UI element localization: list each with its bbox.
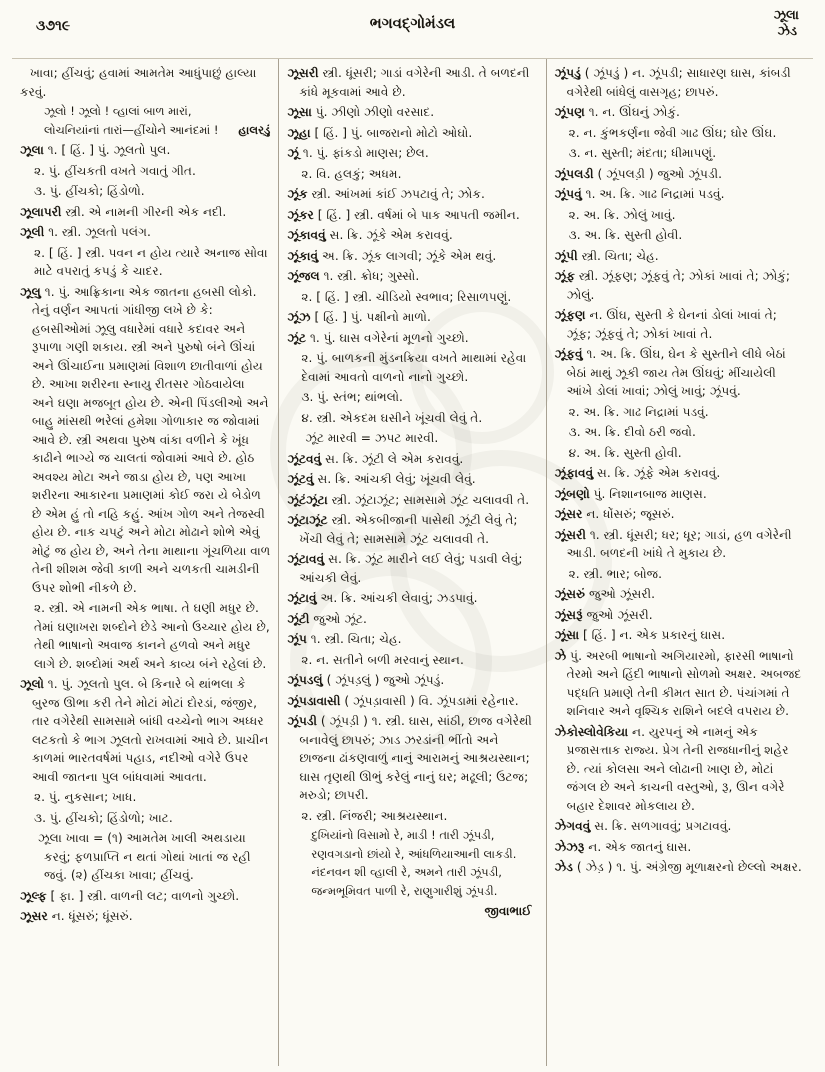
headword: ઝૂંસરૂં: [554, 607, 583, 622]
page-title: ભગવદ્ગોમંડલ: [369, 14, 456, 32]
dictionary-entry: ઝૂલાપરી સ્ત્રી. એ નામની ગીરની એક નદી.: [20, 204, 227, 219]
dictionary-entry: ઝૂલ્ફ [ ફા. ] સ્ત્રી. વાળની લટ; વાળનો ગુચ્છો.: [20, 888, 240, 903]
dictionary-entry: ઝૂંટવવું સ. ક્રિ. ઝૂંટી લે એમ કરાવવું.: [287, 451, 464, 466]
dictionary-entry: ઝૂલુ ૧. પું. આફ્રિકાના એક જાતના હબસી લોકો. તેનું વર્ણન આપતાં ગાંધીજી લખે છે કે: હબસીઓમાં ઝૂલુ વધારેમાં વધારે કદાવર અને રૂપાળા ગણી શકાય. સ્ત્રી અને પુરુષો બંને ઊંચાં અને ઊંચાઈના પ્રમાણમાં વિશાળ છાતીવાળાં હોય છે. આખા શરીરના સ્નાયુ રીતસર ગોઠવાયેલા અને ઘણા મજબૂત હોય છે. એની પિંડલીઓ અને બાહુ માંસથી ભરેલાં હમેશા ગોળાકાર જ જોવામાં આવે છે. સ્ત્રી અથવા પુરુષ વાંકા વળીને કે ખૂંધ કાઢીને ભાગ્યે જ ચાલતાં જોવામાં આવે છે. હોઠ અવશ્ય મોટા અને જાડા હોય છે, પણ આખા શરીરના આકારના પ્રમાણમાં કોઈ જરા યે બેડોળ છે એમ હું તો નહિ કહું. આંખ ગોળ અને તેજસ્વી હોય છે. નાક ચપટું અને મોટા મોઢાને શોભે એવું મોટું જ હોય છે, અને તેના માથાના ગૂંચળિયા વાળ તેની શીશમ જેવી કાળી અને ચળકતી ચામડીની ઉપર શોભી નીકળે છે.: [20, 284, 271, 595]
sense-line: ૨. [ હિં. ] સ્ત્રી. ચીડિયો સ્વભાવ; રિસાળપણું.: [301, 289, 512, 304]
dictionary-entry: ઝૂંસરી ૧. સ્ત્રી. ધૂંસરી; ધર; ધૂર; ગાડાં, હળ વગેરેની આડી. બળદની ખાંધે તે મુકાય છે.: [554, 527, 792, 560]
dictionary-entry: ઝૂંપવું ૧. અ. ક્રિ. ગાઢ નિદ્રામાં પડવું.: [554, 187, 725, 201]
headword: ઝૂંફણ: [554, 308, 586, 322]
dictionary-entry: ઝૂંપલડી ( ઝૂંપલડ઼ી ) જુઓ ઝૂંપડી.: [554, 166, 723, 181]
idiom-line: ઝૂંટ મારવી = ઝપટ મારવી.: [305, 431, 439, 445]
headword: ઝૂંટાવવું: [287, 552, 325, 566]
dictionary-entry: ઝૂંસરૂં જુઓ ઝૂંસરી.: [554, 607, 653, 622]
poem-line: જન્મભૂમિવત પાળી રે, રાણુગારીશું ઝૂંપડી.: [311, 883, 498, 898]
headword: ઝેગવવું: [554, 819, 591, 833]
poem-attribution: હાલરડું: [238, 122, 271, 137]
headword: ઝૂંપડી: [287, 714, 318, 728]
dictionary-entry: ઝૂંટી જુઓ ઝૂંટ.: [287, 611, 367, 626]
dictionary-entry: ઝૂંફ સ્ત્રી. ઝૂંફણ; ઝૂંફવું તે; ઝોકાં ખાવાં તે; ઝોકું; ઝોલું.: [554, 269, 790, 302]
dictionary-entry: ઝૂસરી સ્ત્રી. ધૂંસરી; ગાડાં વગેરેની આડી. તે બળદની કાંધે મૂકવામાં આવે છે.: [287, 66, 530, 99]
headword: ઝૂંક: [287, 187, 308, 201]
dictionary-entry: ઝૂંટાઝૂંટ સ્ત્રી. એકબીજાની પાસેથી ઝૂંટી લેવું તે; ખેંચી લેવું તે; સામસામે ઝૂંટ ચલાવવી તે.: [287, 513, 518, 546]
headword: ઝેડ: [554, 860, 573, 874]
dictionary-entry: ઝૂલી ૧. સ્ત્રી. ઝૂલતો પલંગ.: [20, 225, 151, 239]
headword: ઝૂંટવું: [287, 472, 314, 486]
dictionary-entry: ઝૂંટાવવું સ. ક્રિ. ઝૂંટ મારીને લઈ લેવું; પડાવી લેવું; આંચકી લેવું.: [287, 552, 523, 585]
headword: ઝે: [554, 648, 567, 663]
headword: ઝૂંકાવું: [287, 248, 319, 263]
headword: ઝૂંસરી: [554, 527, 586, 542]
sense-line: ૨. પું. નુકસાન; ખાધ.: [34, 790, 137, 804]
headword: ઝૂંટવવું: [287, 451, 322, 466]
headword: ઝૂંપણ: [554, 105, 585, 119]
sense-line: ૨. અ. ક્રિ. ઝોલું ખાવું.: [568, 207, 676, 222]
headword: ઝૂંફાવવું: [554, 466, 594, 480]
sense-line: ૩. પું. હીંચકો; હિંડોળો.: [34, 184, 145, 198]
headword: ઝૂલા: [20, 143, 44, 157]
dictionary-entry: ઝૂંટંઝૂંટા સ્ત્રી. ઝૂંટાઝૂંટ; સામસામે ઝૂંટ ચલાવવી તે.: [287, 492, 530, 507]
sense-line: ૩. પું. હીંચકો; હિંડોળો; ખાટ.: [34, 810, 173, 825]
dictionary-entry: ઝૂંક સ્ત્રી. આંખમાં કાંઈ ઝપટાવું તે; ઝોક.: [287, 187, 485, 201]
headword: ઝૂલ્ફ: [20, 888, 47, 903]
headword: ઝૂંટાવું: [287, 591, 317, 605]
headword: ઝૂંટંઝૂંટા: [287, 492, 328, 507]
headword: ઝૂલાપરી: [20, 204, 62, 219]
dictionary-entry: ઝૂંબણો પું. નિશાનબાજ માણસ.: [554, 486, 707, 501]
page-header: [0, 4, 825, 56]
headword: ઝૂંસરું: [554, 587, 586, 601]
dictionary-entry: ઝૂંસા [ હિં. ] ન. એક પ્રકારનું ઘાસ.: [554, 628, 726, 642]
dictionary-entry: ઝે પું. અરબી ભાષાનો અગિયારમો, ફારસી ભાષાનો તેરમો અને હિંદી ભાષાનો સોળમો અક્ષર. અબજદ પદ્ધતિ પ્રમાણે તેની કીમત સાત છે. પંચાંગમાં તે શનિવાર અને વૃશ્ચિક રાશિને બદલે વપરાય છે.: [554, 648, 802, 718]
poem-line: રણવગડાનો છાંયો રે, આંધળિયાઆની લાકડી.: [311, 846, 517, 861]
sense-line: ૩. અ. ક્રિ. સુસ્તી હોવી.: [568, 228, 683, 242]
dictionary-entry: ઝૂંફાવવું સ. ક્રિ. ઝૂંફે એમ કરાવવું.: [554, 466, 721, 480]
headword: ઝૂંજલ: [287, 269, 320, 283]
headword: ઝૂંપવું: [554, 187, 582, 201]
headword: ઝૂંપલડી: [554, 166, 594, 181]
headword: ઝૂંટી: [287, 611, 310, 626]
dictionary-entry: ઝૂહા [ હિં. ] પું. બાજરાનો મોટો ઓઘો.: [287, 125, 473, 140]
dictionary-entry: ઝૂંપડાવાસી ( ઝૂંપડ઼ાવાસી ) વિ. ઝૂંપડામાં રહેનાર.: [287, 693, 519, 708]
dictionary-entry: ઝેગવવું સ. ક્રિ. સળગાવવું; પ્રગટાવવું.: [554, 819, 732, 833]
dictionary-entry: ઝૂંટ ૧. પું. ઘાસ વગેરેનાં મૂળનો ગુચ્છો.: [287, 330, 469, 345]
dictionary-entry: ઝૂંપડલું ( ઝૂંપડ઼લું ) જુઓ ઝૂંપડું.: [287, 673, 445, 687]
sense-line: ૨. પું. બાળકની મુંડનક્રિયા વખતે માથામાં રહેવા દેવામાં આવતો વાળનો નાનો ગુચ્છો.: [301, 351, 527, 384]
dictionary-entry: ઝૂલા ૧. [ હિં. ] પું. ઝૂલતો પુલ.: [20, 143, 171, 157]
column-2: [278, 59, 545, 1066]
sense-line: ૩. અ. ક્રિ. દીવો ઠરી જવો.: [568, 425, 696, 439]
continuation-text: ખાવા; હીંચવું; હવામાં આમતેમ આધુંપાછું હાલ્યા કરવું.: [20, 66, 257, 99]
headword: ઝૂંકાવવું: [287, 228, 326, 242]
headword: ઝૂંપ: [287, 632, 307, 646]
dictionary-entry: ઝૂં ૧. પું. ફાંકડો માણસ; છેલ.: [287, 146, 429, 160]
dictionary-entry: ઝૂંકર [ હિં. ] સ્ત્રી. વર્ષમાં બે પાક આપતી જમીન.: [287, 207, 520, 222]
headword: ઝૂંબણો: [554, 486, 590, 501]
headword: ઝૂંફવું: [554, 347, 583, 361]
dictionary-entry: ઝૂંટાવું અ. ક્રિ. આંચકી લેવાવું; ઝડપાવું.: [287, 591, 478, 605]
headword: ઝૂંપી: [554, 248, 578, 263]
headword: ઝૂં: [287, 146, 299, 160]
column-1: [12, 59, 278, 1066]
dictionary-entry: ઝેઝરૂ ન. એક જાતનું ઘાસ.: [554, 839, 692, 854]
sense-line: ૨. ન. સતીને બળી મરવાનું સ્થાન.: [301, 652, 464, 667]
dictionary-entry: ઝૂંકાવું અ. ક્રિ. ઝૂંક લાગવી; ઝૂંકે એમ થવું.: [287, 248, 497, 263]
headword: ઝૂંપડલું: [287, 673, 323, 687]
poem-line: ઝૂલો ! ઝૂલો ! વ્હાલાં બાળ મારાં,: [44, 104, 192, 118]
headword: ઝૂલો: [20, 677, 44, 691]
guide-word-first: ઝૂલા: [773, 8, 799, 23]
headword: ઝૂંકર: [287, 207, 314, 222]
page-number: ૩૭૧૯: [36, 18, 71, 34]
sense-line: ૨. સ્ત્રી. નિંજરી; આશ્રયસ્થાન.: [301, 808, 448, 823]
dictionary-entry: ઝૂંપડું ( ઝૂંપડ઼ું ) ન. ઝૂંપડી; સાધારણ ઘાસ, કાંબડી વગેરેથી બાંધેલું વાસગૃહ; છાપરું.: [554, 66, 791, 99]
dictionary-entry: ઝૂંકાવવું સ. ક્રિ. ઝૂંકે એમ કરાવવું.: [287, 228, 453, 242]
headword: ઝૂસરી: [287, 66, 319, 80]
dictionary-entry: ઝૂંપડી ( ઝૂંપડ઼ી ) ૧. સ્ત્રી. ઘાસ, સાંઠી, છાજ વગેરેથી બનાવેલું છાપરું; ઝાડ ઝરડાંની ભીંતો અને છાજના ઢાંકણવાળું નાનું આરામનું આશ્રયસ્થાન; ઘાસ તૃણથી ઊભું કરેલું નાનું ઘર; મઢૂલી; ઉટજ; મરુડો; છાપરી.: [287, 714, 532, 802]
poem-line: હાલરડું લોચનિયાંનાં તારાં—હીંચોને આનંદમાં !: [20, 122, 270, 140]
sense-line: ૩. પું. સ્તંભ; થાંભલો.: [301, 390, 403, 404]
dictionary-entry: ઝૂંપણ ૧. ન. ઊંઘનું ઝોકું.: [554, 105, 680, 119]
dictionary-entry: ઝૂંપી સ્ત્રી. ચિતા; ચેહ.: [554, 248, 659, 263]
headword: ઝૂંટ: [287, 330, 307, 345]
idiom-line: ઝૂલા ખાવા = (૧) આમતેમ ખાલી અથડાયા કરવું; ફળપ્રાપ્તિ ન થતાં ગોથાં ખાતાં જ રહી જવું. (૨) હીંચકા ખાવા; હીંચવું.: [38, 831, 251, 882]
headword: ઝૂંપડાવાસી: [287, 693, 341, 708]
headword: ઝૂહા: [287, 125, 311, 140]
dictionary-entry: ઝૂંજલ ૧. સ્ત્રી. ક્રોધ; ગુસ્સો.: [287, 269, 420, 283]
sense-line: ૨. વિ. હલકું; અધમ.: [301, 166, 402, 181]
guide-word-last: ઝેડ: [777, 24, 797, 39]
dictionary-entry: ઝૂંસરું જુઓ ઝૂંસરી.: [554, 587, 656, 601]
sense-line: ૨. પું. હીંચકતી વખતે ગવાતું ગીત.: [34, 163, 196, 178]
headword: ઝૂંટાઝૂંટ: [287, 513, 328, 527]
guide-words: [774, 8, 799, 40]
dictionary-entry: ઝૂંઝ [ હિં. ] પું. પક્ષીનો માળો.: [287, 310, 431, 324]
sense-line: ૪. અ. ક્રિ. સુસ્તી હોવી.: [568, 445, 682, 460]
dictionary-entry: ઝેકોસ્લોવેકિયા ન. યુરપનું એ નામનું એક પ્રજાસત્તાક રાજ્ય. પ્રેગ તેની રાજધાનીનું શહેર છે. ત્યાં કોલસા અને લોઢાની ખાણ છે, મોટાં જંગલ છે અને કાચની વસ્તુઓ, રૂ, ઊન વગેરે બહાર દેશાવર મોકલાય છે.: [554, 724, 789, 813]
poem-line: દુખિયાંનો વિસામો રે, માડી ! તારી ઝૂંપડી,: [311, 828, 495, 842]
sense-line: ૨. સ્ત્રી. એ નામની એક ભાષા. તે ઘણી મધુર છે. તેમાં ઘણાખરા શબ્દોને છેડે આનો ઉચ્ચાર હોય છે, તેથી ભાષાનો અવાજ કાનને હળવો અને મધુર લાગે છે. શબ્દોમાં અર્થ અને કાવ્ય બંને રહેલાં છે.: [34, 601, 270, 671]
headword: ઝૂસા: [287, 105, 312, 119]
headword: ઝૂંપડું: [554, 66, 581, 80]
headword: ઝેઝરૂ: [554, 839, 585, 854]
dictionary-entry: ઝૂંફણ ન. ઊંઘ, સુસ્તી કે ઘેનનાં ડોલાં ખાવાં તે; ઝૂંફ; ઝૂંફવું તે; ઝોકાં ખાવાં તે.: [554, 308, 777, 341]
headword: ઝૂલુ: [20, 284, 41, 299]
headword: ઝૂલી: [20, 225, 45, 239]
dictionary-entry: ઝેડ ( ઝેડ઼ ) ૧. પું. અંગ્રેજી મૂળાક્ષરનો છેલ્લો અક્ષર.: [554, 860, 802, 874]
sense-line: ૨. ન. કુંભકર્ણના જેવી ગાઢ ઊંઘ; ઘોર ઊંઘ.: [568, 125, 777, 140]
headword: ઝેકોસ્લોવેકિયા: [554, 724, 629, 739]
headword: ઝૂંસર: [554, 507, 583, 521]
sense-line: ૨. [ હિં. ] સ્ત્રી. પવન ન હોય ત્યારે અનાજ સોવા માટે વપરાતું કપડું કે ચાદર.: [34, 245, 268, 278]
sense-line: ૪. સ્ત્રી. એકદમ ઘસીને ખૂંચવી લેવું તે.: [301, 410, 483, 425]
dictionary-entry: ઝૂંપ ૧. સ્ત્રી. ચિતા; ચેહ.: [287, 632, 402, 646]
headword: ઝૂંઝ: [287, 310, 311, 324]
sense-line: ૨. સ્ત્રી. ભાર; બોજ.: [568, 566, 663, 581]
sense-line: ૨. અ. ક્રિ. ગાઢ નિદ્રામાં પડવું.: [568, 404, 709, 419]
dictionary-entry: ઝૂંટવું સ. ક્રિ. આંચકી લેવું; ખૂંચવી લેવું.: [287, 472, 476, 486]
headword: ઝૂસર: [20, 909, 48, 923]
dictionary-entry: ઝૂંફવું ૧. અ. ક્રિ. ઊંઘ, ઘેન કે સુસ્તીને લીધે બેઠાં બેઠાં માથું ઝૂકી જાય તેમ ઊંઘવું; મીંચાયેલી આંખે ડોલાં ખાવાં; ઝોલું ખાવું; ઝૂંપવું.: [554, 347, 786, 398]
poem-line: નંદનવન શી વ્હાલી રે, અમને તારી ઝૂંપડી,: [311, 865, 502, 879]
poem-attribution: જીવાભાઈ: [484, 904, 532, 918]
column-layout: [12, 59, 813, 1066]
dictionary-entry: ઝૂંસર ન. ધોંસરું; જૂસરું.: [554, 507, 675, 521]
dictionary-entry: ઝૂસા પું. ઝીણો ઝીણો વરસાદ.: [287, 105, 435, 119]
dictionary-entry: ઝૂલો ૧. પું. ઝૂલતો પુલ. બે કિનારે બે થાંભલા કે બુરજ ઊભા કરી તેને મોટાં મોટાં દોરડાં, જંજીર, તાર વગેરેથી સામસામે બાંધી વચ્ચેનો ભાગ અધ્ધર લટકતો કે ભાગ ઝૂલતો રાખવામાં આવે છે. પ્રાચીન કાળમાં ભારતવર્ષમાં પહાડ, નદીઓ વગેરે ઉપર આવી જાતના પુલ બાંધવામાં આવતા.: [20, 677, 269, 784]
sense-line: ૩. ન. સુસ્તી; મંદતા; ધીમાપણું.: [568, 146, 717, 160]
dictionary-entry: ઝૂસર ન. ધૂંસરું; ધૂંસરું.: [20, 909, 133, 923]
column-3: [546, 59, 813, 1066]
headword: ઝૂંસા: [554, 628, 580, 642]
headword: ઝૂંફ: [554, 269, 575, 283]
